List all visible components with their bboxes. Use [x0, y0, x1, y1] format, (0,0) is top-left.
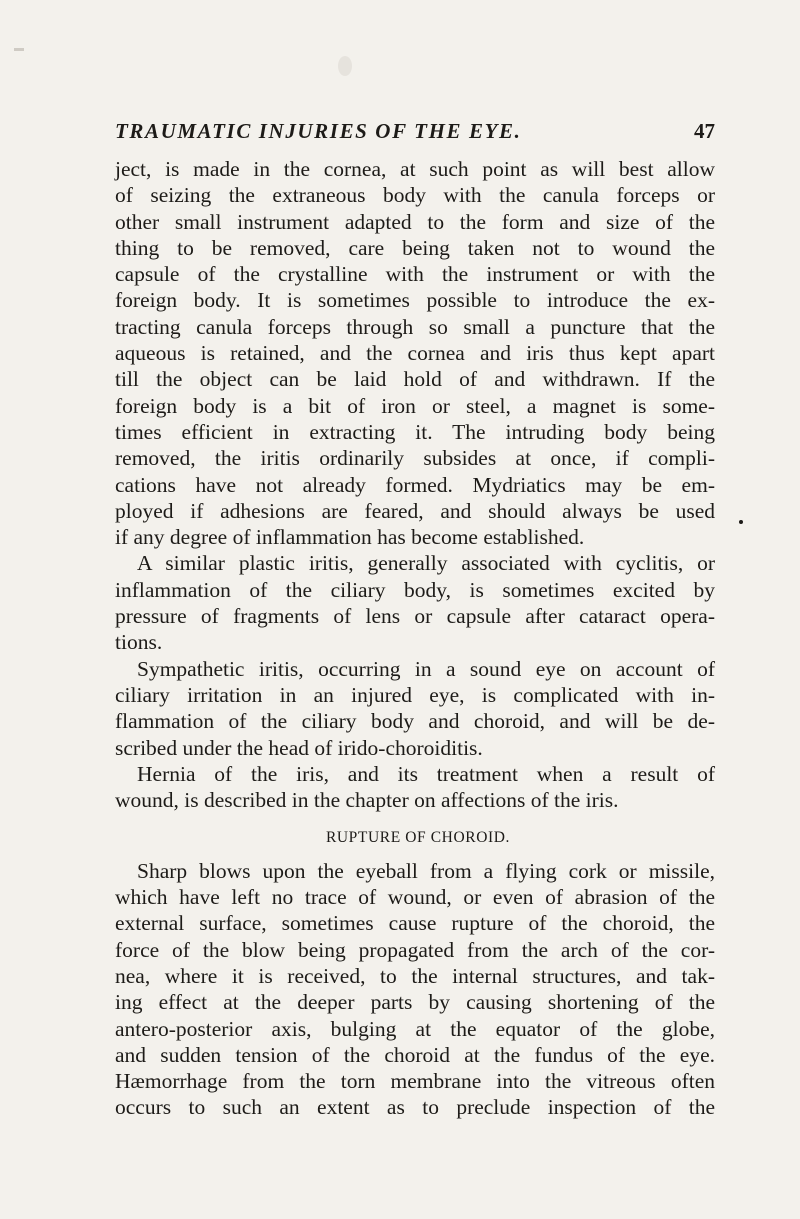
- text-line: cations have not already formed. Mydriatics may be em-: [115, 472, 715, 497]
- text-line: aqueous is retained, and the cornea and iris thus kept apart: [115, 341, 715, 366]
- paragraph: [115, 156, 715, 550]
- text-line: A similar plastic iritis, generally associated with cyclitis, or: [137, 551, 715, 576]
- text-line: ployed if adhesions are feared, and should always be used: [115, 498, 715, 523]
- text-line: occurs to such an extent as to preclude inspection of the: [115, 1095, 715, 1120]
- text-line: other small instrument adapted to the form and size of the: [115, 209, 715, 234]
- running-title: TRAUMATIC INJURIES OF THE EYE.: [115, 119, 522, 143]
- text-line: pressure of fragments of lens or capsule after cataract opera-: [115, 604, 715, 629]
- margin-ink-dot: [739, 520, 743, 524]
- text-line: times efficient in extracting it. The intruding body being: [115, 419, 715, 444]
- text-line: tracting canula forceps through so small a puncture that the: [115, 314, 715, 339]
- text-line: if any degree of inflammation has become established.: [115, 525, 585, 550]
- text-line: foreign body is a bit of iron or steel, a magnet is some-: [115, 393, 715, 418]
- text-line: Hernia of the iris, and its treatment when a result of: [137, 761, 715, 786]
- text-line: thing to be removed, care being taken not to wound the: [115, 235, 715, 260]
- text-line: ciliary irritation in an injured eye, is complicated with in-: [115, 682, 715, 707]
- paragraph: [115, 656, 715, 761]
- text-line: of seizing the extraneous body with the canula forceps or: [115, 183, 715, 208]
- text-line: inflammation of the ciliary body, is sometimes excited by: [115, 577, 715, 602]
- paragraph: [115, 858, 715, 1121]
- text-line: till the object can be laid hold of and withdrawn. If the: [115, 367, 715, 392]
- text-line: scribed under the head of irido-choroiditis.: [115, 735, 483, 760]
- text-line: foreign body. It is sometimes possible to introduce the ex-: [115, 288, 715, 313]
- text-line: and sudden tension of the choroid at the fundus of the eye.: [115, 1042, 715, 1067]
- text-line: flammation of the ciliary body and choroid, and will be de-: [115, 709, 715, 734]
- text-line: removed, the iritis ordinarily subsides at once, if compli-: [115, 446, 715, 471]
- text-line: antero-posterior axis, bulging at the equator of the globe,: [115, 1016, 715, 1041]
- paragraph: [115, 761, 715, 814]
- running-head: [115, 119, 715, 145]
- text-line: Hæmorrhage from the torn membrane into the vitreous often: [115, 1069, 715, 1094]
- body-text: [115, 156, 715, 1121]
- paragraph: [115, 550, 715, 655]
- page-number: 47: [694, 119, 715, 143]
- text-line: wound, is described in the chapter on affections of the iris.: [115, 788, 619, 813]
- text-line: capsule of the crystalline with the instrument or with the: [115, 262, 715, 287]
- paper-blemish: [14, 48, 24, 51]
- text-line: ing effect at the deeper parts by causing shortening of the: [115, 990, 715, 1015]
- text-line: Sharp blows upon the eyeball from a flying cork or missile,: [137, 858, 715, 883]
- text-line: Sympathetic iritis, occurring in a sound eye on account of: [137, 656, 715, 681]
- text-line: external surface, sometimes cause rupture of the choroid, the: [115, 911, 715, 936]
- text-line: which have left no trace of wound, or even of abrasion of the: [115, 885, 715, 910]
- text-line: force of the blow being propagated from the arch of the cor-: [115, 937, 715, 962]
- paper-blemish: [338, 56, 352, 76]
- section-heading: RUPTURE OF CHOROID.: [325, 829, 511, 847]
- text-line: nea, where it is received, to the internal structures, and tak-: [115, 963, 715, 988]
- text-line: ject, is made in the cornea, at such point as will best allow: [115, 157, 715, 181]
- text-line: tions.: [115, 630, 163, 655]
